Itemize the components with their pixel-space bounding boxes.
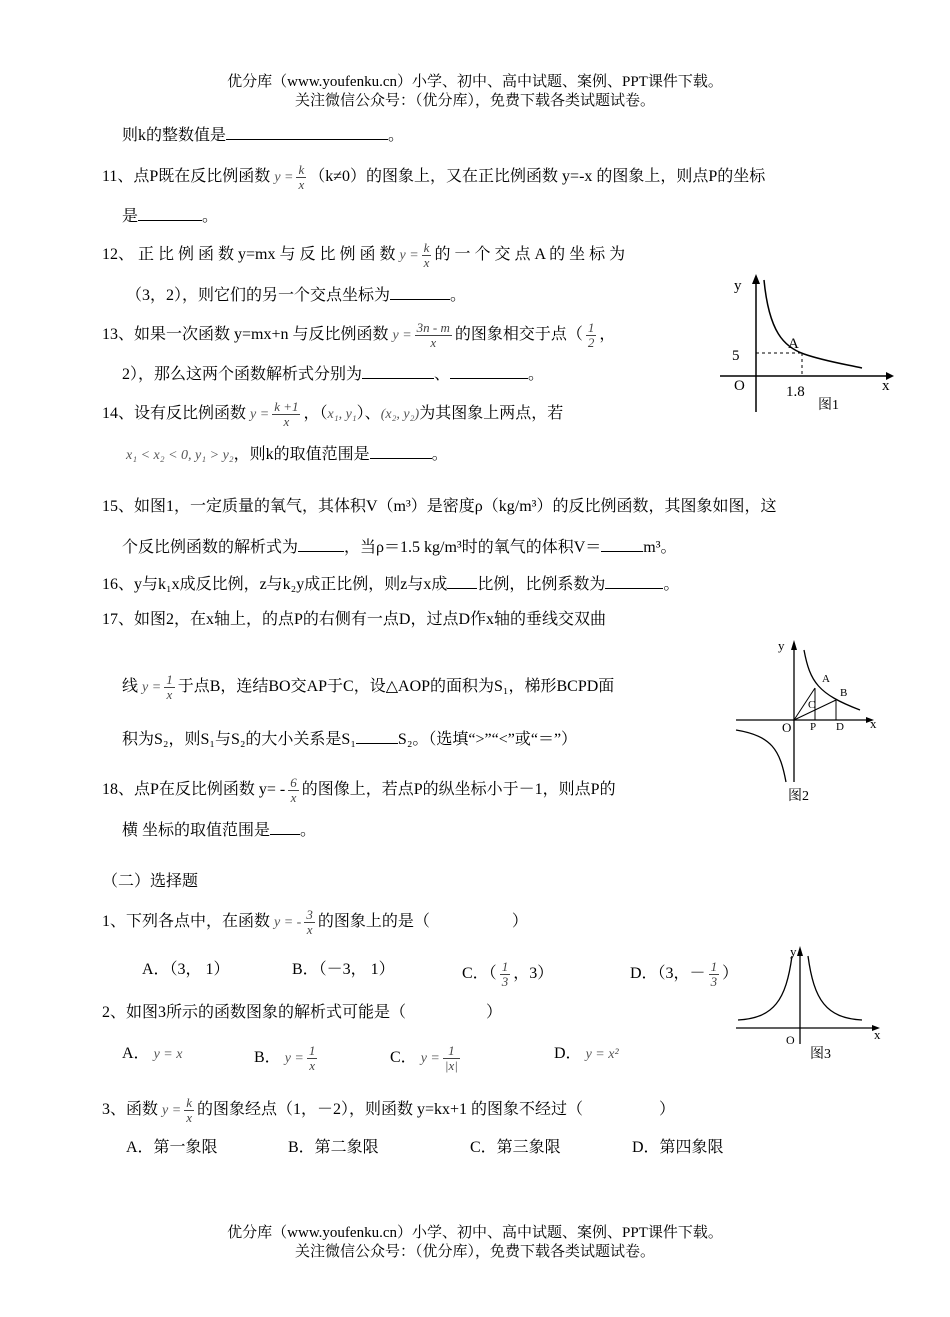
fig2-caption: 图2 bbox=[788, 789, 809, 804]
choice-1-option-c: C．（ $\frac{1}{3}$ ，3） bbox=[462, 959, 554, 989]
footer-line-1: 优分库（www.youfenku.cn）小学、初中、高中试题、案例、PPT课件下载。 bbox=[227, 1225, 723, 1241]
fig3-y-label: y bbox=[790, 944, 797, 959]
question-17-line-2: 线 y = $\frac{1}{x}$ 于点B，连结BO交AP于C，设△AOP的面积为S₁，梯形BCPD面 bbox=[122, 672, 615, 702]
question-14: 14、设有反比例函数 y = $\frac{k +1}{x}$ ，（x₁, y₁）、(x₂, y₂)为其图象上两点，若 bbox=[102, 399, 564, 429]
question-18-answer: 横 坐标的取值范围是 。 bbox=[122, 822, 317, 839]
fig3-curve-left bbox=[738, 956, 792, 1020]
fig3-origin: O bbox=[786, 1033, 795, 1047]
question-11-answer: 是 。 bbox=[122, 208, 219, 225]
fig1-origin: O bbox=[734, 378, 745, 394]
fig1-caption: 图1 bbox=[818, 398, 839, 413]
fig1-tick-5: 5 bbox=[732, 348, 740, 364]
choice-3-option-d: D．第四象限 bbox=[632, 1139, 724, 1156]
fig2-point-a: A bbox=[822, 673, 830, 685]
choice-1-option-a: A．（3， 1） bbox=[142, 961, 230, 978]
fig1-x-label: x bbox=[882, 378, 890, 394]
question-13-answer: 2），那么这两个函数解析式分别为 、 。 bbox=[122, 366, 545, 383]
question-12-answer: （3，2），则它们的另一个交点坐标为 。 bbox=[126, 287, 467, 304]
choice-2-option-d: D． y = x² bbox=[554, 1045, 619, 1062]
q10-tail: 则k的整数值是 。 bbox=[122, 127, 405, 144]
fig3-x-label: x bbox=[874, 1027, 881, 1042]
fig2-curve-left bbox=[736, 730, 786, 782]
choice-2: 2、如图3所示的函数图象的解析式可能是（ ） bbox=[102, 1004, 503, 1021]
choice-1: 1、下列各点中，在函数 y = - $\frac{3}{x}$ 的图象上的是（ ） bbox=[102, 907, 528, 937]
footer-line-2: 关注微信公众号：（优分库），免费下载各类试题试卷。 bbox=[294, 1244, 655, 1260]
fig3-caption: 图3 bbox=[810, 1047, 831, 1062]
fig2-x-label: x bbox=[870, 716, 877, 731]
fig2-point-d: D bbox=[836, 721, 844, 733]
fig1-y-label: y bbox=[734, 278, 742, 294]
choice-1-option-d: D．（3，－ $\frac{1}{3}$ ） bbox=[630, 959, 739, 989]
choice-2-option-b: B． y = $\frac{1}{x}$ bbox=[254, 1043, 316, 1073]
fig2-origin: O bbox=[782, 720, 792, 735]
question-17-line-3: 积为S₂，则S₁与S₂的大小关系是S₁ S₂。（选填“>”“<”或“＝”） bbox=[122, 731, 578, 748]
question-14-condition: x₁ < x₂ < 0, y₁ > y₂，则k的取值范围是 。 bbox=[126, 446, 448, 463]
fig1-point-a: A bbox=[788, 336, 799, 352]
section-choice-title: （二）选择题 bbox=[102, 873, 199, 890]
fig2-point-c: C bbox=[808, 699, 816, 711]
question-18: 18、点P在反比例函数 y= - $\frac{6}{x}$ 的图像上，若点P的纵坐标小于－1，则点P的 bbox=[102, 775, 616, 805]
choice-2-option-a: A． y = x bbox=[122, 1045, 183, 1062]
fig2-point-p: P bbox=[810, 721, 817, 733]
question-15: 15、如图1，一定质量的氧气，其体积V（m³）是密度ρ（kg/m³）的反比例函数，其图象如图，这 bbox=[102, 498, 777, 515]
choice-3-option-a: A．第一象限 bbox=[126, 1139, 218, 1156]
figure-3 bbox=[734, 940, 890, 1064]
question-13: 13、如果一次函数 y=mx+n 与反比例函数 y = $\frac{3n - m}{x}$ 的图象相交于点（ $\frac{1}{2}$ ， bbox=[102, 320, 616, 350]
question-11: 11、点P既在反比例函数 y = $\frac{k}{x}$ （k≠0）的图象上，又在正比例函数 y=-x 的图象上，则点P的坐标 bbox=[102, 162, 766, 192]
question-17: 17、如图2，在x轴上，的点P的右侧有一点D，过点D作x轴的垂线交双曲 bbox=[102, 611, 607, 628]
header-line-2: 关注微信公众号：（优分库），免费下载各类试题试卷。 bbox=[294, 93, 655, 109]
fig2-point-b: B bbox=[840, 687, 848, 699]
fig3-curve-right bbox=[808, 956, 862, 1020]
choice-2-option-c: C． y = $\frac{1}{|x|}$ bbox=[390, 1043, 458, 1073]
question-15-answer: 个反比例函数的解析式为 ，当ρ＝1.5 kg/m³时的氧气的体积V＝ m³。 bbox=[122, 539, 677, 556]
choice-3-option-c: C．第三象限 bbox=[470, 1139, 561, 1156]
fig1-tick-18: 1.8 bbox=[786, 384, 805, 400]
fig2-y-label: y bbox=[778, 638, 785, 653]
choice-3: 3、函数 y = $\frac{k}{x}$ 的图象经点（1，－2），则函数 y=kx+1 的图象不经过（ ） bbox=[102, 1095, 676, 1125]
question-12: 12、 正 比 例 函 数 y=mx 与 反 比 例 函 数 y = $\frac{k}{x}$ 的 一 个 交 点 A 的 坐 标 为 bbox=[102, 240, 626, 270]
figure-1 bbox=[714, 272, 894, 416]
choice-1-option-b: B．（－3， 1） bbox=[292, 961, 395, 978]
header-line-1: 优分库（www.youfenku.cn）小学、初中、高中试题、案例、PPT课件下载。 bbox=[227, 74, 723, 90]
figure-2 bbox=[732, 632, 882, 806]
fig1-curve bbox=[764, 280, 862, 368]
choice-3-option-b: B．第二象限 bbox=[288, 1139, 379, 1156]
question-16: 16、y与k₁x成反比例，z与k₂y成正比例，则z与x成 比例，比例系数为 。 bbox=[102, 576, 680, 593]
